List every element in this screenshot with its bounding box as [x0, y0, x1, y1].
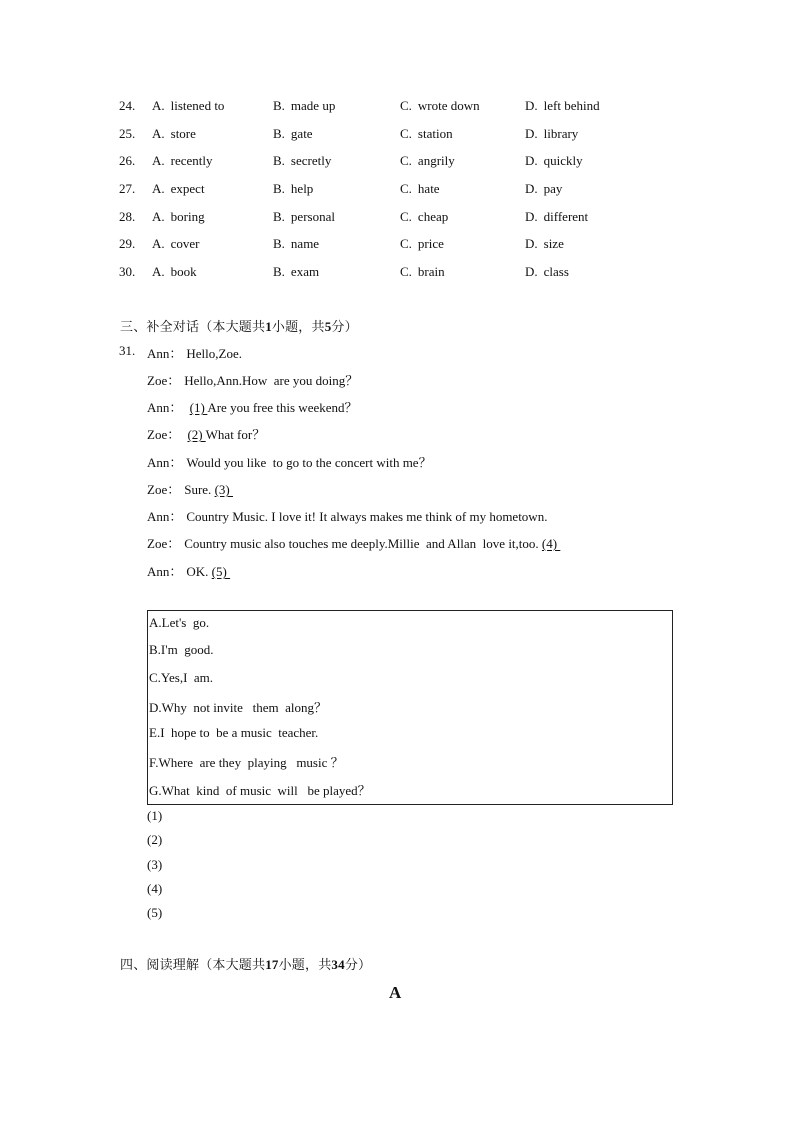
section-4-count: 17 — [265, 957, 279, 972]
line-text: Would you like to go to the concert with me？ — [186, 455, 432, 470]
line-text: Sure. — [184, 482, 215, 497]
option-letter: C. — [400, 264, 412, 279]
option-b — [273, 264, 319, 280]
option-letter: A. — [152, 181, 165, 196]
question-number: 25. — [119, 126, 136, 141]
dialogue-line — [147, 479, 233, 498]
line-text: Country music also touches me deeply.Millie and Allan love it,too. — [184, 536, 542, 551]
section-3-score: 5 — [324, 319, 332, 334]
option-text: recently — [170, 153, 213, 168]
answer-blank: (1) — [189, 400, 208, 415]
option-a — [152, 236, 200, 252]
option-d — [525, 153, 583, 169]
option-d — [525, 98, 600, 114]
option-d — [525, 264, 569, 280]
option-text: different — [543, 209, 589, 224]
option-text: price — [417, 236, 444, 251]
option-a — [152, 264, 197, 280]
section-3-count: 1 — [265, 319, 272, 334]
option-text: exam — [290, 264, 320, 279]
option-letter: A. — [152, 98, 165, 113]
option-text: pay — [543, 181, 563, 196]
question-number: 29. — [119, 236, 136, 251]
speaker-name: Zoe： — [147, 373, 181, 388]
question-number: 30. — [119, 264, 136, 279]
option-text: class — [543, 264, 569, 279]
choice-option: D.Why not invite them along？ — [149, 700, 328, 715]
answer-blank: (2) — [187, 427, 206, 442]
answer-slot: (4) — [147, 881, 163, 896]
option-text: help — [290, 181, 314, 196]
option-letter: C. — [400, 153, 412, 168]
option-b — [273, 209, 335, 225]
option-c — [400, 181, 440, 197]
line-text: OK. — [186, 564, 212, 579]
answer-slot: (5) — [147, 905, 163, 920]
option-d — [525, 236, 564, 252]
option-text: station — [417, 126, 453, 141]
option-c — [400, 153, 455, 169]
option-letter: D. — [525, 126, 538, 141]
choice-option: E.I hope to be a music teacher. — [149, 725, 319, 740]
option-a — [152, 126, 196, 142]
dialogue-line — [147, 533, 560, 552]
option-text: personal — [290, 209, 335, 224]
question-number: 24. — [119, 98, 136, 113]
choice-option: F.Where are they playing music ？ — [149, 755, 344, 770]
option-a — [152, 98, 224, 114]
answer-blank: (5) — [211, 564, 231, 579]
answer-slot: (1) — [147, 808, 163, 823]
option-letter: C. — [400, 98, 412, 113]
question-number: 26. — [119, 153, 136, 168]
option-letter: B. — [273, 209, 285, 224]
option-c — [400, 236, 444, 252]
option-text: hate — [417, 181, 440, 196]
option-letter: A. — [152, 209, 165, 224]
line-text: Hello,Ann.How are you doing？ — [184, 373, 359, 388]
option-text: size — [543, 236, 564, 251]
question-row — [0, 264, 794, 284]
option-letter: C. — [400, 209, 412, 224]
speaker-name: Zoe： — [147, 482, 181, 497]
option-c — [400, 98, 480, 114]
option-letter: C. — [400, 181, 412, 196]
question-row — [0, 209, 794, 229]
question-number: 28. — [119, 209, 136, 224]
option-letter: D. — [525, 153, 538, 168]
option-b — [273, 181, 313, 197]
option-letter: C. — [400, 126, 412, 141]
option-letter: A. — [152, 153, 165, 168]
option-text: store — [170, 126, 196, 141]
option-letter: D. — [525, 98, 538, 113]
option-letter: D. — [525, 264, 538, 279]
option-letter: B. — [273, 98, 285, 113]
option-letter: B. — [273, 181, 285, 196]
option-b — [273, 98, 335, 114]
section-3-heading — [120, 316, 358, 335]
speaker-name: Zoe： — [147, 536, 181, 551]
dialogue-line — [147, 397, 358, 416]
option-d — [525, 181, 562, 197]
question-31-number: 31. — [119, 343, 136, 358]
option-b — [273, 153, 331, 169]
option-letter: B. — [273, 126, 285, 141]
question-row — [0, 236, 794, 256]
choice-option: G.What kind of music will be played？ — [149, 783, 371, 798]
option-c — [400, 209, 448, 225]
line-text-after: What for？ — [205, 427, 266, 442]
option-a — [152, 209, 205, 225]
question-row — [0, 181, 794, 201]
option-letter: D. — [525, 236, 538, 251]
section-3-mid: 小题，共 — [271, 319, 325, 334]
dialogue-line — [147, 343, 242, 362]
choice-box — [147, 610, 673, 805]
option-c — [400, 126, 453, 142]
option-d — [525, 126, 578, 142]
option-text: brain — [417, 264, 445, 279]
option-text: name — [290, 236, 320, 251]
section-3-prefix: 三、补全对话（本大题共 — [120, 319, 266, 334]
line-text: Hello,Zoe. — [186, 346, 242, 361]
dialogue-line — [147, 370, 358, 389]
option-b — [273, 126, 313, 142]
option-text: quickly — [543, 153, 583, 168]
question-row — [0, 153, 794, 173]
section-4-mid: 小题，共 — [278, 957, 332, 972]
section-4-heading — [120, 954, 371, 973]
option-c — [400, 264, 445, 280]
section-4-prefix: 四、阅读理解（本大题共 — [120, 957, 266, 972]
dialogue-line — [147, 452, 432, 471]
section-4-suffix: 分） — [344, 957, 372, 972]
dialogue-line — [147, 561, 230, 580]
option-letter: A. — [152, 126, 165, 141]
question-number: 27. — [119, 181, 136, 196]
option-letter: C. — [400, 236, 412, 251]
line-text-after: Are you free this weekend？ — [207, 400, 358, 415]
choice-option: A.Let's go. — [149, 615, 210, 630]
option-text: expect — [170, 181, 205, 196]
option-letter: D. — [525, 209, 538, 224]
option-letter: B. — [273, 264, 285, 279]
dialogue-line — [147, 424, 265, 443]
option-text: secretly — [290, 153, 332, 168]
option-text: angrily — [417, 153, 455, 168]
speaker-name: Ann： — [147, 346, 183, 361]
option-text: wrote down — [417, 98, 480, 113]
question-row — [0, 126, 794, 146]
option-d — [525, 209, 588, 225]
option-text: library — [543, 126, 579, 141]
option-letter: B. — [273, 153, 285, 168]
option-a — [152, 153, 213, 169]
question-row — [0, 98, 794, 118]
option-b — [273, 236, 319, 252]
speaker-name: Ann： — [147, 509, 183, 524]
option-text: cheap — [417, 209, 449, 224]
section-3-suffix: 分） — [331, 319, 358, 334]
speaker-name: Ann： — [147, 564, 183, 579]
speaker-name: Zoe： — [147, 427, 181, 442]
option-text: gate — [290, 126, 313, 141]
option-letter: A. — [152, 264, 165, 279]
option-text: boring — [170, 209, 205, 224]
option-a — [152, 181, 205, 197]
option-letter: A. — [152, 236, 165, 251]
dialogue-line — [147, 506, 547, 525]
answer-blank: (3) — [214, 482, 233, 497]
choice-option: C.Yes,I am. — [149, 670, 214, 685]
answer-blank: (4) — [541, 536, 561, 551]
option-letter: B. — [273, 236, 285, 251]
speaker-name: Ann： — [147, 400, 183, 415]
answer-slot: (2) — [147, 832, 163, 847]
choice-option: B.I'm good. — [149, 642, 214, 657]
option-text: book — [170, 264, 197, 279]
passage-label: A — [389, 983, 402, 1002]
option-text: listened to — [170, 98, 225, 113]
answer-slot: (3) — [147, 857, 163, 872]
line-text: Country Music. I love it! It always makes me think of my hometown. — [186, 509, 548, 524]
option-text: left behind — [543, 98, 600, 113]
option-letter: D. — [525, 181, 538, 196]
section-4-score: 34 — [331, 957, 345, 972]
option-text: made up — [290, 98, 336, 113]
speaker-name: Ann： — [147, 455, 183, 470]
option-text: cover — [170, 236, 200, 251]
